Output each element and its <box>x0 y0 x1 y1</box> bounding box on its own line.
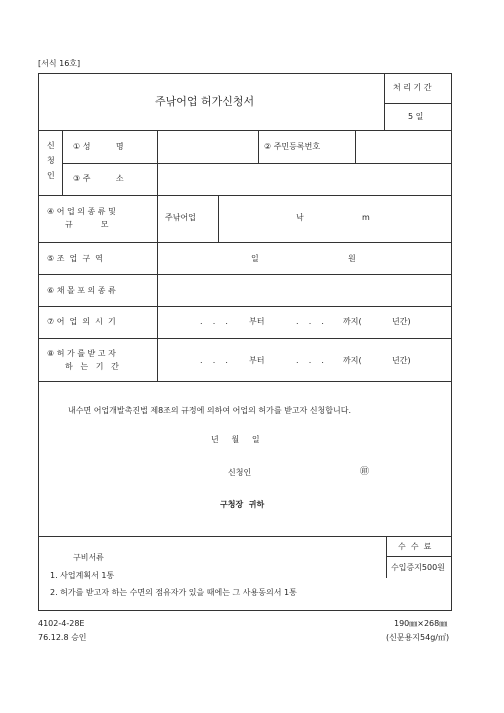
seal-mark: ㊞ <box>360 467 370 477</box>
period-label-line2: 하 는 기 간 <box>65 362 119 371</box>
required-document-item-1: 1. 사업계획서 1통 <box>50 571 115 580</box>
unit-il: 일 <box>251 254 259 263</box>
fee-label: 수 수 료 <box>398 542 432 551</box>
form-code: 4102-4-28E <box>38 619 85 628</box>
date-line: 년 월 일 <box>211 435 260 444</box>
signer-label: 신청인 <box>228 468 252 477</box>
period-start-dots: . . . <box>200 356 228 365</box>
signer-name-field[interactable] <box>268 464 354 480</box>
approval-date: 76.12.8 승인 <box>38 633 87 642</box>
form-title: 주낚어업 허가신청서 <box>155 95 255 108</box>
period-until: 까지( <box>343 356 362 365</box>
paper-type: (신문용지54g/㎡) <box>386 633 450 642</box>
season-from: 부터 <box>249 317 265 326</box>
fishery-type-label-line2: 규 모 <box>65 220 109 229</box>
form-number: [서식 16호] <box>38 59 81 68</box>
required-document-item-2: 2. 허가를 받고자 하는 수면의 점유자가 있을 때에는 그 사용동의서 1통 <box>50 588 297 597</box>
applicant-label-char-2: 청 <box>47 156 55 165</box>
processing-period-label: 처 리 기 간 <box>393 83 432 92</box>
operation-area-label: ⑤ 조 업 구 역 <box>47 254 103 263</box>
catch-species-label: ⑥ 채 몰 포 의 종 류 <box>47 286 116 295</box>
paper-size: 190㎜×268㎜ <box>394 619 448 628</box>
unit-won: 원 <box>348 254 356 263</box>
applicant-label-char-3: 인 <box>47 171 55 180</box>
processing-period-value: 5 일 <box>408 112 424 121</box>
season-until: 까지( <box>343 317 362 326</box>
resident-id-label: ② 주민등록번호 <box>264 142 321 151</box>
unit-m: m <box>362 213 370 222</box>
name-label: ① 성 명 <box>73 142 124 151</box>
operation-area-field[interactable] <box>158 243 451 273</box>
address-field[interactable] <box>158 164 451 194</box>
fee-value: 수입증지500원 <box>391 563 445 572</box>
period-field[interactable] <box>158 339 451 380</box>
season-end-dots: . . . <box>296 317 324 326</box>
address-label: ③ 주 소 <box>73 174 124 183</box>
fishery-scale-field[interactable] <box>219 196 451 241</box>
period-from: 부터 <box>249 356 265 365</box>
applicant-label-char-1: 신 <box>47 141 55 150</box>
fishery-type-value: 주낚어업 <box>165 213 196 222</box>
season-field[interactable] <box>158 307 451 337</box>
period-label-line1: ⑧ 허 가 를 받 고 자 <box>47 349 116 358</box>
fishery-type-label-line1: ④ 어 업 의 종 류 및 <box>47 207 116 216</box>
name-field[interactable] <box>158 131 257 162</box>
period-years: 년간) <box>392 356 411 365</box>
addressee: 구청장 귀하 <box>220 500 265 509</box>
season-years: 년간) <box>392 317 411 326</box>
unit-nak: 낙 <box>296 213 304 222</box>
required-documents-heading: 구비서류 <box>73 553 104 562</box>
application-statement: 내수면 어업개발촉진법 제8조의 규정에 의하여 어업의 허가를 받고자 신청합니다. <box>68 406 351 415</box>
season-start-dots: . . . <box>200 317 228 326</box>
period-end-dots: . . . <box>296 356 324 365</box>
resident-id-field[interactable] <box>356 131 451 162</box>
catch-species-field[interactable] <box>158 275 451 305</box>
season-label: ⑦ 어 업 의 시 기 <box>47 317 116 326</box>
